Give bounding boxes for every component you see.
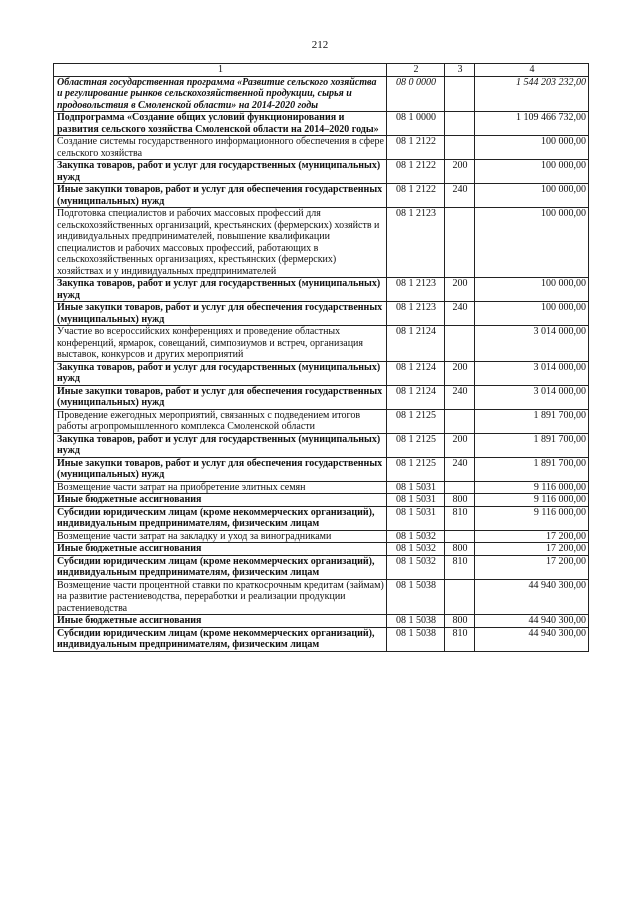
table-row xyxy=(54,208,589,278)
row-expense-type-cell: 810 xyxy=(445,506,475,530)
row-name-cell: Проведение ежегодных мероприятий, связанных с подведением итогов работы агропромышленного комплекса Смоленской области xyxy=(54,409,387,433)
row-amount-cell: 9 116 000,00 xyxy=(475,494,589,507)
row-expense-type-cell: 800 xyxy=(445,494,475,507)
row-name-cell: Иные закупки товаров, работ и услуг для обеспечения государственных (муниципальных) нужд xyxy=(54,184,387,208)
row-name-cell: Создание системы государственного информационного обеспечения в сфере сельского хозяйства xyxy=(54,136,387,160)
row-name-cell: Иные закупки товаров, работ и услуг для обеспечения государственных (муниципальных) нужд xyxy=(54,457,387,481)
row-code-cell: 08 1 5031 xyxy=(387,506,445,530)
row-name-cell: Иные бюджетные ассигнования xyxy=(54,543,387,556)
row-expense-type-cell: 200 xyxy=(445,361,475,385)
row-code-cell: 08 1 2122 xyxy=(387,136,445,160)
row-amount-cell: 3 014 000,00 xyxy=(475,326,589,362)
row-name-cell: Субсидии юридическим лицам (кроме некоммерческих организаций), индивидуальным предпринимателям, физическим лицам xyxy=(54,555,387,579)
row-code-cell: 08 1 2122 xyxy=(387,184,445,208)
row-amount-cell: 1 891 700,00 xyxy=(475,433,589,457)
row-expense-type-cell: 800 xyxy=(445,543,475,556)
row-expense-type-cell xyxy=(445,530,475,543)
row-expense-type-cell xyxy=(445,136,475,160)
row-expense-type-cell xyxy=(445,481,475,494)
table-row xyxy=(54,112,589,136)
page-number: 212 xyxy=(311,39,329,51)
row-name-cell: Закупка товаров, работ и услуг для государственных (муниципальных) нужд xyxy=(54,361,387,385)
row-amount-cell: 44 940 300,00 xyxy=(475,615,589,628)
column-header-4: 4 xyxy=(475,64,589,77)
table-row xyxy=(54,76,589,112)
row-name-cell: Иные закупки товаров, работ и услуг для обеспечения государственных (муниципальных) нужд xyxy=(54,302,387,326)
table-row xyxy=(54,326,589,362)
row-amount-cell: 1 109 466 732,00 xyxy=(475,112,589,136)
table-row xyxy=(54,555,589,579)
row-name-cell: Иные бюджетные ассигнования xyxy=(54,494,387,507)
row-expense-type-cell: 810 xyxy=(445,627,475,651)
table-row xyxy=(54,579,589,615)
row-code-cell: 08 1 5038 xyxy=(387,627,445,651)
table-row xyxy=(54,278,589,302)
row-name-cell: Закупка товаров, работ и услуг для государственных (муниципальных) нужд xyxy=(54,433,387,457)
row-amount-cell: 3 014 000,00 xyxy=(475,385,589,409)
row-expense-type-cell xyxy=(445,409,475,433)
row-amount-cell: 9 116 000,00 xyxy=(475,506,589,530)
row-expense-type-cell: 200 xyxy=(445,433,475,457)
row-code-cell: 08 1 2124 xyxy=(387,326,445,362)
row-code-cell: 08 1 2125 xyxy=(387,433,445,457)
table-row xyxy=(54,543,589,556)
row-code-cell: 08 1 5032 xyxy=(387,555,445,579)
row-expense-type-cell: 240 xyxy=(445,385,475,409)
row-name-cell: Участие во всероссийских конференциях и проведение областных конференций, ярмарок, совещаний, симпозиумов и встреч, организация выставок, конкурсов и других мероприятий xyxy=(54,326,387,362)
row-code-cell: 08 1 5032 xyxy=(387,543,445,556)
row-code-cell: 08 1 2124 xyxy=(387,385,445,409)
row-amount-cell: 44 940 300,00 xyxy=(475,579,589,615)
table-row xyxy=(54,481,589,494)
table-row xyxy=(54,457,589,481)
table-row xyxy=(54,433,589,457)
table-body xyxy=(54,76,589,651)
table-row xyxy=(54,361,589,385)
row-name-cell: Иные закупки товаров, работ и услуг для обеспечения государственных (муниципальных) нужд xyxy=(54,385,387,409)
column-header-1: 1 xyxy=(54,64,387,77)
row-code-cell: 08 1 2124 xyxy=(387,361,445,385)
row-expense-type-cell: 240 xyxy=(445,457,475,481)
row-code-cell: 08 1 2123 xyxy=(387,302,445,326)
row-amount-cell: 1 544 203 232,00 xyxy=(475,76,589,112)
row-expense-type-cell: 800 xyxy=(445,615,475,628)
row-code-cell: 08 1 2123 xyxy=(387,208,445,278)
row-name-cell: Иные бюджетные ассигнования xyxy=(54,615,387,628)
row-name-cell: Возмещение части затрат на приобретение элитных семян xyxy=(54,481,387,494)
row-code-cell: 08 1 2125 xyxy=(387,457,445,481)
row-expense-type-cell: 200 xyxy=(445,160,475,184)
row-expense-type-cell xyxy=(445,112,475,136)
row-amount-cell: 17 200,00 xyxy=(475,555,589,579)
table-row xyxy=(54,136,589,160)
row-code-cell: 08 1 2125 xyxy=(387,409,445,433)
table-row xyxy=(54,385,589,409)
row-amount-cell: 100 000,00 xyxy=(475,302,589,326)
row-name-cell: Возмещение части процентной ставки по краткосрочным кредитам (займам) на развитие растениеводства, переработки и реализации продукции растениеводства xyxy=(54,579,387,615)
row-name-cell: Возмещение части затрат на закладку и уход за виноградниками xyxy=(54,530,387,543)
column-header-3: 3 xyxy=(445,64,475,77)
table-row xyxy=(54,530,589,543)
table-row xyxy=(54,409,589,433)
row-amount-cell: 44 940 300,00 xyxy=(475,627,589,651)
row-amount-cell: 100 000,00 xyxy=(475,184,589,208)
row-code-cell: 08 1 2123 xyxy=(387,278,445,302)
row-expense-type-cell: 200 xyxy=(445,278,475,302)
table-row xyxy=(54,160,589,184)
row-expense-type-cell: 240 xyxy=(445,302,475,326)
row-amount-cell: 1 891 700,00 xyxy=(475,409,589,433)
row-amount-cell: 100 000,00 xyxy=(475,160,589,184)
row-name-cell: Субсидии юридическим лицам (кроме некоммерческих организаций), индивидуальным предпринимателям, физическим лицам xyxy=(54,627,387,651)
row-code-cell: 08 1 5038 xyxy=(387,615,445,628)
row-amount-cell: 17 200,00 xyxy=(475,543,589,556)
row-amount-cell: 3 014 000,00 xyxy=(475,361,589,385)
budget-table xyxy=(53,63,589,652)
table-header-row xyxy=(54,64,589,77)
row-expense-type-cell xyxy=(445,579,475,615)
column-header-2: 2 xyxy=(387,64,445,77)
row-code-cell: 08 1 5032 xyxy=(387,530,445,543)
row-name-cell: Закупка товаров, работ и услуг для государственных (муниципальных) нужд xyxy=(54,160,387,184)
row-code-cell: 08 1 5038 xyxy=(387,579,445,615)
row-name-cell: Подпрограмма «Создание общих условий функционирования и развития сельского хозяйства Смоленской области на 2014–2020 годы» xyxy=(54,112,387,136)
row-name-cell: Подготовка специалистов и рабочих массовых профессий для сельскохозяйственных организаций, крестьянских (фермерских) хозяйств и индивидуальных предпринимателей, повышение квалификации специалистов и рабочих массовых профессий, работающих в сельскохозяйственных организациях, крестьянских (фермерских) хозяйствах и у индивидуальных предпринимателей xyxy=(54,208,387,278)
table-row xyxy=(54,615,589,628)
row-code-cell: 08 1 2122 xyxy=(387,160,445,184)
row-code-cell: 08 1 5031 xyxy=(387,494,445,507)
row-expense-type-cell: 810 xyxy=(445,555,475,579)
row-code-cell: 08 0 0000 xyxy=(387,76,445,112)
row-amount-cell: 100 000,00 xyxy=(475,136,589,160)
row-amount-cell: 9 116 000,00 xyxy=(475,481,589,494)
table-row xyxy=(54,627,589,651)
row-expense-type-cell: 240 xyxy=(445,184,475,208)
table-row xyxy=(54,184,589,208)
table-row xyxy=(54,506,589,530)
row-expense-type-cell xyxy=(445,326,475,362)
row-expense-type-cell xyxy=(445,76,475,112)
row-name-cell: Закупка товаров, работ и услуг для государственных (муниципальных) нужд xyxy=(54,278,387,302)
row-amount-cell: 1 891 700,00 xyxy=(475,457,589,481)
row-name-cell: Областная государственная программа «Развитие сельского хозяйства и регулирование рынков сельскохозяйственной продукции, сырья и продовольствия в Смоленской области» на 2014-2020 годы xyxy=(54,76,387,112)
table-row xyxy=(54,302,589,326)
row-code-cell: 08 1 5031 xyxy=(387,481,445,494)
row-amount-cell: 17 200,00 xyxy=(475,530,589,543)
row-code-cell: 08 1 0000 xyxy=(387,112,445,136)
row-expense-type-cell xyxy=(445,208,475,278)
row-amount-cell: 100 000,00 xyxy=(475,278,589,302)
row-name-cell: Субсидии юридическим лицам (кроме некоммерческих организаций), индивидуальным предпринимателям, физическим лицам xyxy=(54,506,387,530)
table-row xyxy=(54,494,589,507)
row-amount-cell: 100 000,00 xyxy=(475,208,589,278)
